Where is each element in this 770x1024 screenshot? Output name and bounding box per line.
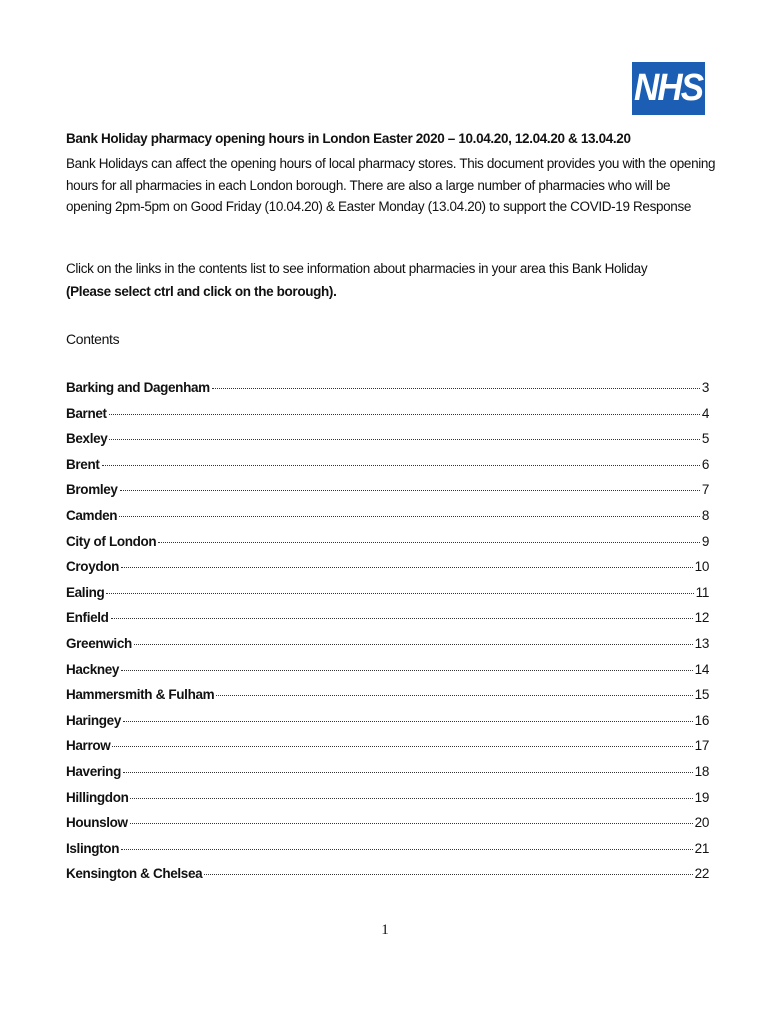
toc-entry-link[interactable]: Greenwich: [66, 635, 132, 651]
toc-entry[interactable]: [66, 636, 709, 662]
toc-entry-link[interactable]: Havering: [66, 763, 121, 779]
toc-entry-link[interactable]: Brent: [66, 456, 100, 472]
toc-entry[interactable]: [66, 508, 709, 534]
toc-page-number: 15: [694, 687, 709, 703]
toc-entry-link[interactable]: Bromley: [66, 482, 118, 498]
toc-leader-dots: [109, 414, 700, 415]
toc-entry-link[interactable]: Harrow: [66, 738, 111, 754]
toc-page-number: 4: [701, 405, 709, 421]
toc-leader-dots: [121, 567, 693, 568]
toc-entry[interactable]: [66, 380, 709, 406]
toc-entry[interactable]: [66, 866, 709, 892]
intro-paragraph: Bank Holidays can affect the opening hours of local pharmacy stores. This document provides you with the opening hours for all pharmacies in each London borough. There are also a large number of pharmacies who will be opening 2pm-5pm on Good Friday (10.04.20) & Easter Monday (13.04.20) to support the COVID-19 Response: [66, 156, 716, 214]
toc-entry-link[interactable]: Camden: [66, 507, 118, 523]
toc-entry[interactable]: [66, 482, 709, 508]
toc-page-number: 18: [694, 763, 709, 779]
toc-entry[interactable]: [66, 534, 709, 560]
toc-page-number: 17: [694, 738, 709, 754]
toc-entry[interactable]: [66, 662, 709, 688]
toc-leader-dots: [158, 542, 700, 543]
toc-leader-dots: [102, 465, 700, 466]
contents-heading: Contents: [66, 331, 120, 347]
toc-entry[interactable]: [66, 431, 709, 457]
toc-page-number: 20: [694, 815, 709, 831]
toc-entry-link[interactable]: Hackney: [66, 661, 120, 677]
toc-entry[interactable]: [66, 790, 709, 816]
toc-leader-dots: [111, 618, 693, 619]
toc-page-number: 6: [701, 456, 709, 472]
toc-entry[interactable]: [66, 457, 709, 483]
instruction-text: Click on the links in the contents list to see information about pharmacies in your area this Bank Holiday: [66, 261, 648, 276]
toc-entry[interactable]: [66, 559, 709, 585]
toc-entry[interactable]: [66, 406, 709, 432]
toc-page-number: 14: [694, 661, 709, 677]
toc-entry[interactable]: [66, 713, 709, 739]
toc-entry-link[interactable]: Croydon: [66, 559, 120, 575]
toc-entry-link[interactable]: Kensington & Chelsea: [66, 866, 203, 882]
toc-leader-dots: [121, 849, 693, 850]
toc-entry[interactable]: [66, 841, 709, 867]
toc-page-number: 5: [701, 431, 709, 447]
toc-page-number: 22: [694, 866, 709, 882]
toc-entry[interactable]: [66, 585, 709, 611]
toc-leader-dots: [119, 516, 700, 517]
page-number: 1: [381, 922, 389, 938]
toc-page-number: 12: [694, 610, 709, 626]
toc-entry-link[interactable]: City of London: [66, 533, 157, 549]
toc-entry-link[interactable]: Enfield: [66, 610, 109, 626]
toc-page-number: 9: [701, 533, 709, 549]
toc-page-number: 7: [701, 482, 709, 498]
toc-leader-dots: [212, 388, 700, 389]
toc-leader-dots: [112, 746, 692, 747]
toc-entry[interactable]: [66, 610, 709, 636]
toc-leader-dots: [109, 439, 699, 440]
toc-page-number: 11: [695, 584, 709, 600]
toc-entry-link[interactable]: Hammersmith & Fulham: [66, 687, 215, 703]
toc-page-number: 21: [694, 840, 709, 856]
toc-leader-dots: [121, 670, 693, 671]
toc-leader-dots: [123, 721, 693, 722]
toc-entry-link[interactable]: Bexley: [66, 431, 108, 447]
instruction-bold-text: (Please select ctrl and click on the borough).: [66, 284, 337, 299]
toc-leader-dots: [216, 695, 692, 696]
toc-page-number: 3: [701, 380, 709, 395]
toc-entry[interactable]: [66, 738, 709, 764]
toc-entry-link[interactable]: Islington: [66, 840, 120, 856]
toc-page-number: 16: [694, 712, 709, 728]
document-title: Bank Holiday pharmacy opening hours in London Easter 2020 – 10.04.20, 12.04.20 & 13.04.20: [66, 131, 631, 146]
toc-entry-link[interactable]: Haringey: [66, 712, 121, 728]
toc-leader-dots: [130, 823, 693, 824]
toc-leader-dots: [123, 772, 693, 773]
toc-page-number: 8: [701, 507, 709, 523]
toc-entry-link[interactable]: Hounslow: [66, 815, 128, 831]
nhs-logo-text: NHS: [634, 67, 703, 109]
toc-leader-dots: [204, 874, 692, 875]
nhs-logo: [632, 62, 705, 115]
toc-entry[interactable]: [66, 687, 709, 713]
toc-entry[interactable]: [66, 764, 709, 790]
toc-leader-dots: [106, 593, 693, 594]
toc-entry[interactable]: [66, 815, 709, 841]
table-of-contents: [66, 380, 709, 892]
toc-entry-link[interactable]: Barking and Dagenham: [66, 380, 210, 395]
toc-entry-link[interactable]: Ealing: [66, 584, 105, 600]
toc-entry-link[interactable]: Hillingdon: [66, 789, 129, 805]
toc-leader-dots: [120, 490, 700, 491]
toc-page-number: 10: [694, 559, 709, 575]
toc-leader-dots: [130, 798, 692, 799]
toc-page-number: 19: [694, 789, 709, 805]
toc-leader-dots: [134, 644, 693, 645]
toc-page-number: 13: [694, 635, 709, 651]
toc-entry-link[interactable]: Barnet: [66, 405, 107, 421]
